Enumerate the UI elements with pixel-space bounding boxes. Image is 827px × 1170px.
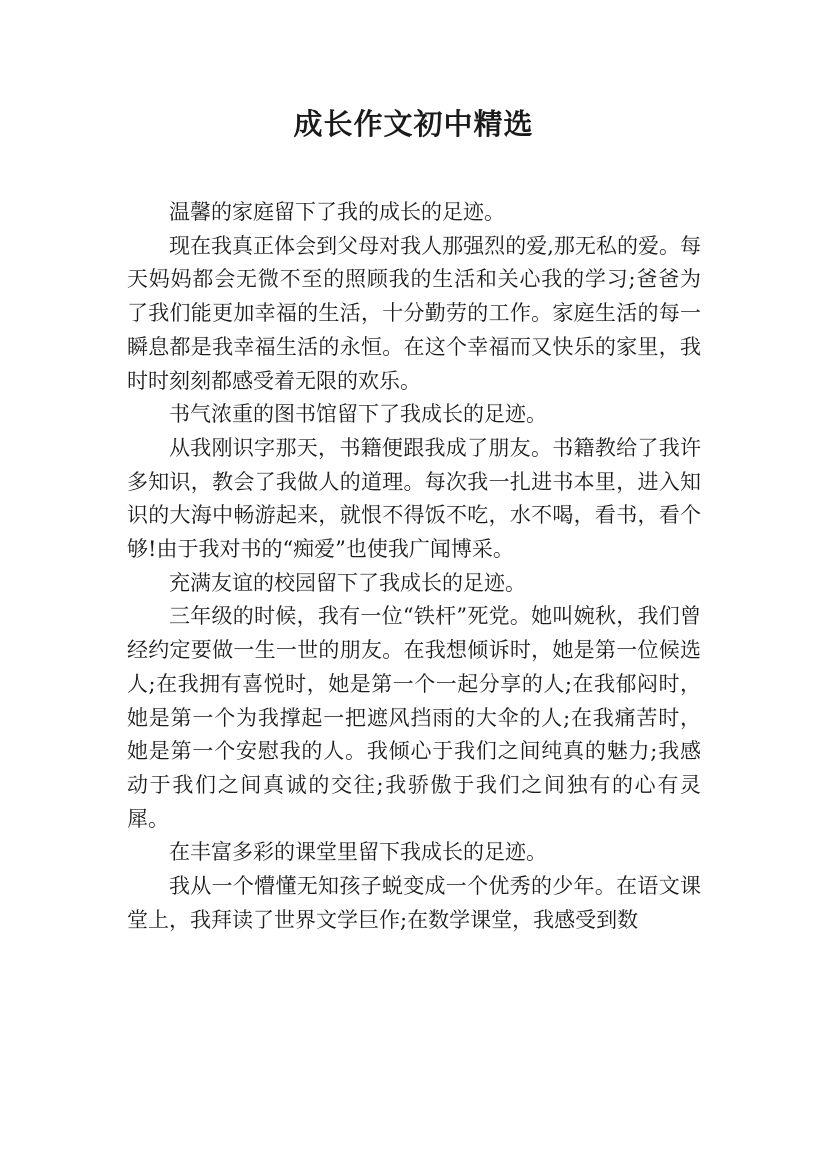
paragraph: 从我刚识字那天，书籍便跟我成了朋友。书籍教给了我许多知识，教会了我做人的道理。每次我一扎进书本里，进入知识的大海中畅游起来，就恨不得饭不吃，水不喝，看书，看个够!由于我对书的“痴爱”也使我广闻博采。 bbox=[127, 435, 701, 562]
paragraph: 充满友谊的校园留下了我成长的足迹。 bbox=[169, 570, 526, 595]
paragraph: 书气浓重的图书馆留下了我成长的足迹。 bbox=[169, 402, 547, 427]
paragraph: 在丰富多彩的课堂里留下我成长的足迹。 bbox=[169, 840, 547, 865]
document-title: 成长作文初中精选 bbox=[293, 107, 534, 141]
paragraph: 我从一个懵懂无知孩子蜕变成一个优秀的少年。在语文课堂上，我拜读了世界文学巨作;在数学课堂，我感受到数 bbox=[127, 874, 701, 932]
document-body bbox=[127, 196, 701, 937]
paragraph: 现在我真正体会到父母对我人那强烈的爱,那无私的爱。每天妈妈都会无微不至的照顾我的生活和关心我的学习;爸爸为了我们能更加幸福的生活，十分勤劳的工作。家庭生活的每一瞬息都是我幸福生活的永恒。在这个幸福而又快乐的家里，我时时刻刻都感受着无限的欢乐。 bbox=[127, 233, 701, 393]
paragraph: 三年级的时候，我有一位“铁杆”死党。她叫婉秋，我们曾经约定要做一生一世的朋友。在我想倾诉时，她是第一位候选人;在我拥有喜悦时，她是第一个一起分享的人;在我郁闷时，她是第一个为我撑起一把遮风挡雨的大伞的人;在我痛苦时，她是第一个安慰我的人。我倾心于我们之间纯真的魅力;我感动于我们之间真诚的交往;我骄傲于我们之间独有的心有灵犀。 bbox=[127, 604, 701, 831]
paragraph: 温馨的家庭留下了我的成长的足迹。 bbox=[169, 200, 505, 224]
